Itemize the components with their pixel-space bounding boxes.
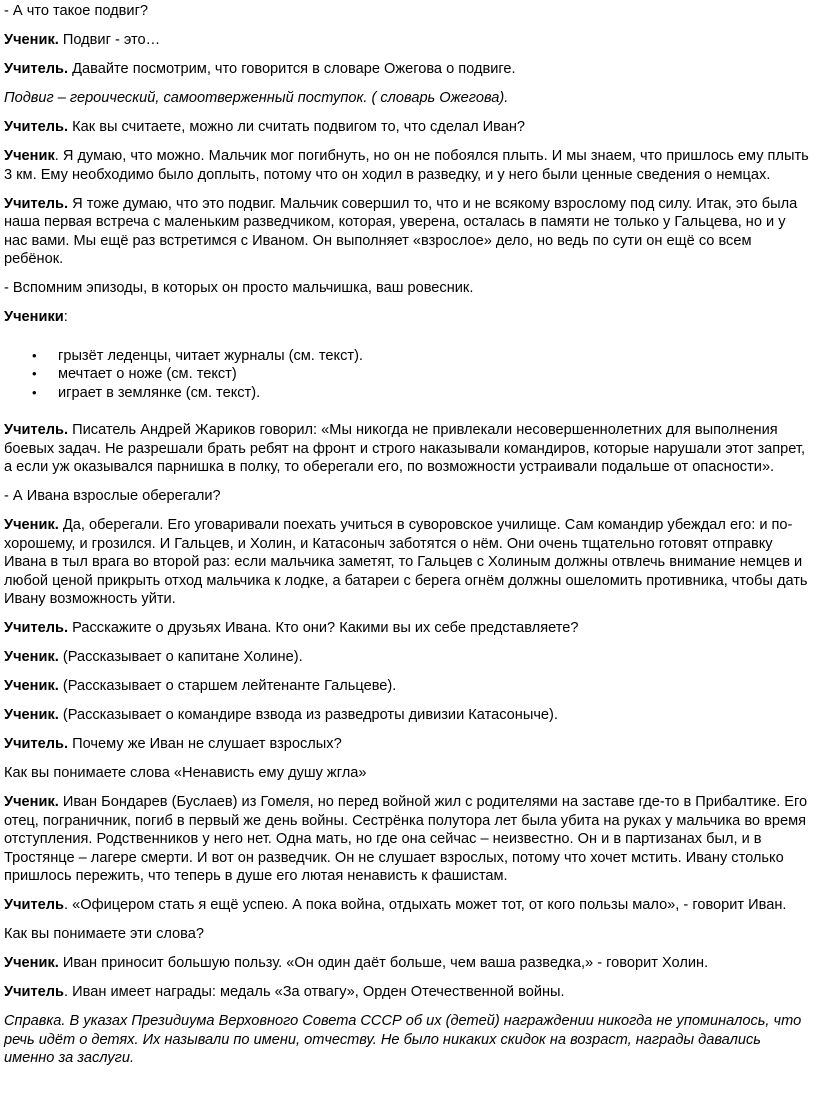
paragraph bbox=[4, 677, 812, 696]
speaker: Учитель. bbox=[4, 620, 69, 636]
speaker: Ученики bbox=[4, 309, 64, 325]
bullet-list bbox=[4, 347, 812, 403]
speaker: Ученик. bbox=[4, 678, 59, 694]
lesson-text-part-1 bbox=[4, 2, 812, 327]
speaker: Ученик. bbox=[4, 32, 59, 48]
speaker: Ученик. bbox=[4, 649, 59, 665]
paragraph-text: (Рассказывает о старшем лейтенанте Гальцеве). bbox=[58, 678, 397, 694]
paragraph bbox=[4, 421, 812, 477]
paragraph bbox=[4, 925, 812, 944]
paragraph-text: Иван Бондарев (Буслаев) из Гомеля, но перед войной жил с родителями на заставе где-то в Прибалтике. Его отец, пограничник, погиб в первый же день войны. Сестрёнка полутора лет была убита на руках у мальчика во время отступления. Родственников у него нет. Одна мать, но где она сейчас – неизвестно. Он и в партизанах был, и в Тростянце – лагере смерти. И вот он разведчик. Он не слушает взрослых, потому что хочет мстить. Ивану столько пришлось пережить, что теперь в душе его лютая ненависть к фашистам. bbox=[4, 794, 808, 884]
speaker: Учитель. bbox=[4, 119, 69, 135]
paragraph-text: Писатель Андрей Жариков говорил: «Мы никогда не привлекали несовершеннолетних для выполнения боевых задач. Не разрешали брать ребят на фронт и строго наказывали командиров, которые нарушали этот запрет, а если уж оказывался парнишка в полку, то оберегали его, по возможности устраивали подальше от опасности». bbox=[4, 422, 806, 475]
paragraph-text: - А что такое подвиг? bbox=[4, 3, 149, 19]
paragraph bbox=[4, 706, 812, 725]
speaker: Учитель bbox=[4, 984, 65, 1000]
lesson-text-part-2 bbox=[4, 421, 812, 1068]
speaker: Учитель. bbox=[4, 422, 69, 438]
paragraph bbox=[4, 308, 812, 327]
speaker: Ученик. bbox=[4, 517, 59, 533]
speaker: Ученик. bbox=[4, 794, 59, 810]
paragraph bbox=[4, 764, 812, 783]
paragraph bbox=[4, 60, 812, 79]
paragraph bbox=[4, 147, 812, 184]
paragraph-text: Расскажите о друзьях Ивана. Кто они? Какими вы их себе представляете? bbox=[68, 620, 579, 636]
list-item: • играет в землянке (см. текст). bbox=[58, 384, 812, 403]
speaker: Учитель bbox=[4, 897, 65, 913]
paragraph-text: Да, оберегали. Его уговаривали поехать учиться в суворовское училище. Сам командир убеждал его: и по- хорошему, и грозился. И Гальцев, и Холин, и Катасоныч заботятся о нём. Они очень тщательно готовят отправку Ивана в тыл врага во второй раз: если мальчика заметят, то Гальцев с Холиным должны отвлечь внимание немцев и любой ценой прикрыть отход мальчика к лодке, а батареи с берега огнём должны ошеломить противника, чтобы дать Ивану возможность уйти. bbox=[4, 517, 808, 607]
paragraph bbox=[4, 279, 812, 298]
paragraph bbox=[4, 619, 812, 638]
paragraph-text: Почему же Иван не слушает взрослых? bbox=[68, 736, 342, 752]
paragraph-text: Как вы понимаете слова «Ненависть ему душу жгла» bbox=[4, 765, 367, 781]
paragraph-text: Иван приносит большую пользу. «Он один даёт больше, чем ваша разведка,» - говорит Холин. bbox=[58, 955, 709, 971]
reference-note bbox=[4, 1012, 812, 1068]
list-item: • грызёт леденцы, читает журналы (см. текст). bbox=[58, 347, 812, 366]
paragraph-text: - Вспомним эпизоды, в которых он просто мальчишка, ваш ровесник. bbox=[4, 280, 474, 296]
list-item: • мечтает о ноже (см. текст) bbox=[58, 365, 812, 384]
paragraph bbox=[4, 118, 812, 137]
paragraph bbox=[4, 31, 812, 50]
paragraph-text: . Я думаю, что можно. Мальчик мог погибнуть, но он не побоялся плыть. И мы знаем, что пришлось ему плыть 3 км. Ему необходимо было доплыть, потому что он ходил в разведку, и у него были ценные сведения о немцах. bbox=[4, 148, 809, 183]
speaker: Учитель. bbox=[4, 736, 69, 752]
paragraph bbox=[4, 983, 812, 1002]
speaker: Ученик bbox=[4, 148, 55, 164]
paragraph-text: (Рассказывает о капитане Холине). bbox=[58, 649, 303, 665]
paragraph-text: - А Ивана взрослые оберегали? bbox=[4, 488, 221, 504]
paragraph-text: : bbox=[63, 309, 68, 325]
paragraph-text: (Рассказывает о командире взвода из разведроты дивизии Катасоныче). bbox=[58, 707, 558, 723]
paragraph bbox=[4, 793, 812, 886]
paragraph bbox=[4, 954, 812, 973]
speaker: Учитель. bbox=[4, 195, 69, 212]
paragraph-text: Как вы считаете, можно ли считать подвигом то, что сделал Иван? bbox=[68, 119, 526, 135]
paragraph bbox=[4, 487, 812, 506]
paragraph-text: Как вы понимаете эти слова? bbox=[4, 926, 204, 942]
paragraph-text: Давайте посмотрим, что говорится в словаре Ожегова о подвиге. bbox=[68, 61, 516, 77]
paragraph bbox=[4, 195, 812, 269]
paragraph bbox=[4, 2, 812, 21]
paragraph bbox=[4, 516, 812, 609]
paragraph-text: Я тоже думаю, что это подвиг. Мальчик совершил то, что и не всякому взрослому под силу. Итак, это была наша первая встреча с маленьким разведчиком, которая, уверена, осталась в памяти не только у Гальцева, но и у нас вами. Мы ещё раз встретимся с Иваном. Он выполняет «взрослое» дело, но ведь по сути он ещё со всем ребёнок. bbox=[4, 195, 798, 267]
speaker: Учитель. bbox=[4, 61, 69, 77]
paragraph-text: Справка. В указах Президиума Верховного Совета СССР об их (детей) награждении никогда не упоминалось, что речь идёт о детях. Их называли по имени, отчеству. Не было никаких скидок на возраст, награды давались именно за заслуги. bbox=[4, 1013, 802, 1066]
speaker: Ученик. bbox=[4, 707, 59, 723]
paragraph-text: . Иван имеет награды: медаль «За отвагу», Орден Отечественной войны. bbox=[64, 984, 565, 1000]
paragraph bbox=[4, 735, 812, 754]
paragraph-text: . «Офицером стать я ещё успею. А пока война, отдыхать может тот, от кого пользы мало», - говорит Иван. bbox=[64, 897, 787, 913]
paragraph bbox=[4, 648, 812, 667]
paragraph-text: Подвиг - это… bbox=[58, 32, 161, 48]
speaker: Ученик. bbox=[4, 955, 59, 971]
paragraph bbox=[4, 896, 812, 915]
paragraph-text: Подвиг – героический, самоотверженный поступок. ( словарь Ожегова). bbox=[4, 90, 509, 106]
dictionary-definition bbox=[4, 89, 812, 108]
